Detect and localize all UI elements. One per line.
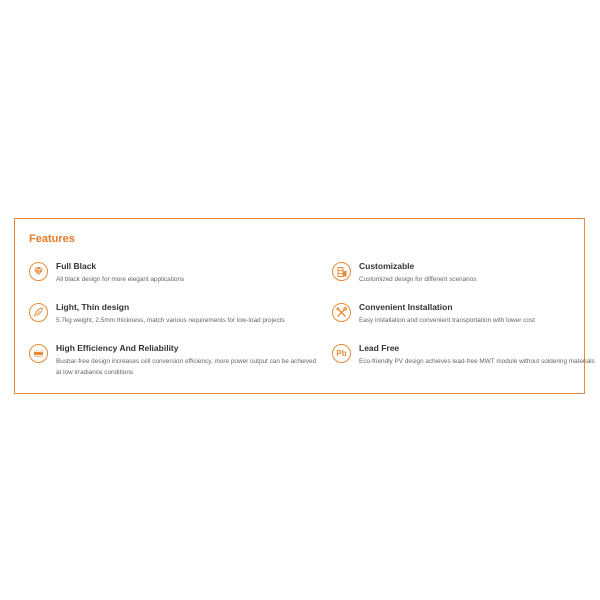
section-title: Features [29,233,75,245]
feature-lead-free [332,343,600,379]
feature-light-thin [29,302,309,338]
lead-free-icon [332,344,351,363]
feature-description: Eco-friendly PV design achieves lead-free MWT module without soldering materials [359,358,595,365]
tools-icon [332,303,351,322]
feature-description: 5.7kg weight, 2.5mm thickness, match various requirements for low-load projects [56,317,285,324]
features-panel [14,218,595,394]
feature-description: All black design for more elegant applications [56,276,185,283]
feature-convenient-installation [332,302,600,338]
feature-title: Convenient Installation [359,302,453,312]
pb-badge: Pb [336,349,347,358]
feature-title: Light, Thin design [56,302,130,312]
feature-title: High Efficiency And Reliability [56,343,179,353]
solar-cell-icon [29,344,48,363]
feature-title: Lead Free [359,343,400,353]
diamond-icon [29,262,48,281]
panel-grid-icon [332,262,351,281]
feature-full-black [29,261,309,297]
feature-high-efficiency [29,343,317,379]
feather-icon [29,303,48,322]
feature-customizable [332,261,600,297]
feature-title: Full Black [56,261,97,271]
feature-description: Easy installation and convenient transportation with lower cost [359,317,535,324]
feature-description: Customized design for different scenarios [359,276,477,283]
feature-title: Customizable [359,261,415,271]
feature-description: Busbar-free design increases cell conversion efficiency, more power output can be achieved at low irradiance conditions [56,358,317,376]
